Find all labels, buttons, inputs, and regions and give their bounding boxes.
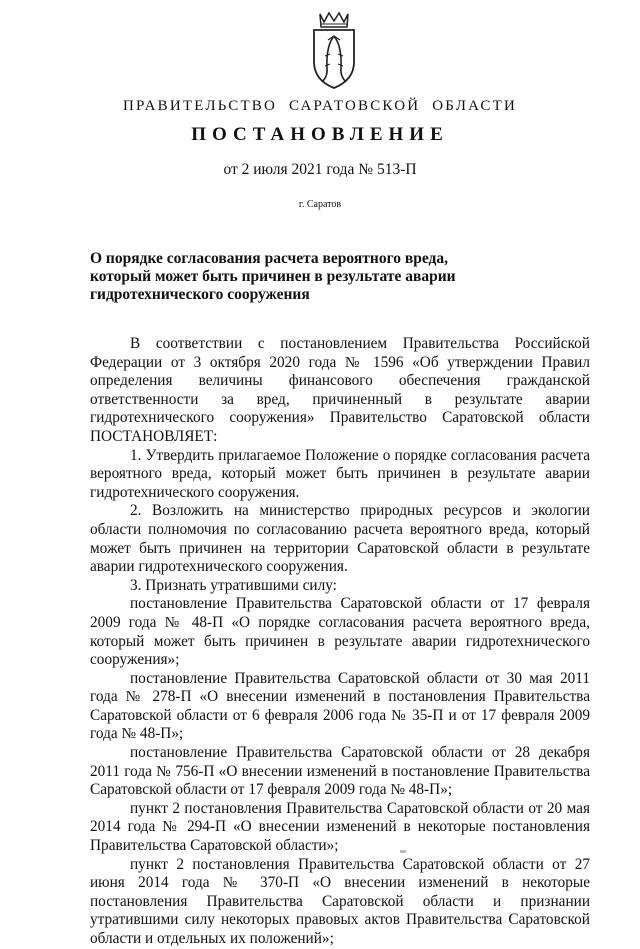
organization-name: ПРАВИТЕЛЬСТВО САРАТОВСКОЙ ОБЛАСТИ — [122, 98, 518, 114]
repealed-act-4: пункт 2 постановления Правительства Саратовской области от 20 мая 2014 года № 294-П «О внесении изменений в некоторые постановления Правительства Саратовской области»; — [90, 799, 590, 855]
paragraph-preamble: В соответствии с постановлением Правительства Российской Федерации от 3 октября 2020 года № 1596 «Об утверждении Правил определения величины финансового обеспечения гражданской ответственности за вред, причиненный в результате аварии гидротехнического сооружения» Правительство Саратовской области ПОСТАНОВЛЯЕТ: — [90, 335, 590, 445]
scan-mark — [400, 850, 406, 853]
repealed-act-1: постановление Правительства Саратовской области от 17 февраля 2009 года № 48-П «О порядке согласования расчета вероятного вреда, который может быть причинен в результате аварии гидротехнического сооружения»; — [90, 595, 590, 669]
document-title: О порядке согласования расчета вероятного вреда, который может быть причинен в результате аварии гидротехнического сооружения — [90, 250, 456, 303]
repealed-act-5: пункт 2 постановления Правительства Саратовской области от 27 июня 2014 года № 370-П «О внесении изменений в некоторые постановления Правительства Саратовской области и признании утратившими силу некоторых правовых актов Правительства Саратовской области и отдельных их положений»; — [90, 855, 590, 947]
repealed-act-3: постановление Правительства Саратовской области от 28 декабря 2011 года № 756-П «О внесении изменений в постановление Правительства Саратовской области от 17 февраля 2009 года № 48-П»; — [90, 744, 590, 799]
paragraph-item-2: 2. Возложить на министерство природных ресурсов и экологии области полномочия по согласованию расчета вероятного вреда, который может быть причинен на территории Саратовской области в результате аварии гидротехнического сооружения. — [90, 502, 590, 576]
document-city: г. Саратов — [298, 199, 342, 210]
paragraph-item-3: 3. Признать утратившими силу: — [130, 576, 337, 594]
paragraph-item-1: 1. Утвердить прилагаемое Положение о порядке согласования расчета вероятного вреда, который может быть причинен в результате аварии гидротехнического сооружения. — [90, 446, 590, 501]
document-type: ПОСТАНОВЛЕНИЕ — [191, 124, 449, 145]
document-body — [90, 335, 590, 949]
repealed-act-2: постановление Правительства Саратовской области от 30 мая 2011 года № 278-П «О внесении изменений в постановления Правительства Саратовской области от 6 февраля 2006 года № 35-П и от 17 февраля 2009 года № 48-П»; — [90, 669, 590, 743]
document-date-number: от 2 июля 2021 года № 513-П — [223, 161, 417, 178]
saratov-coat-of-arms-icon — [306, 10, 362, 90]
